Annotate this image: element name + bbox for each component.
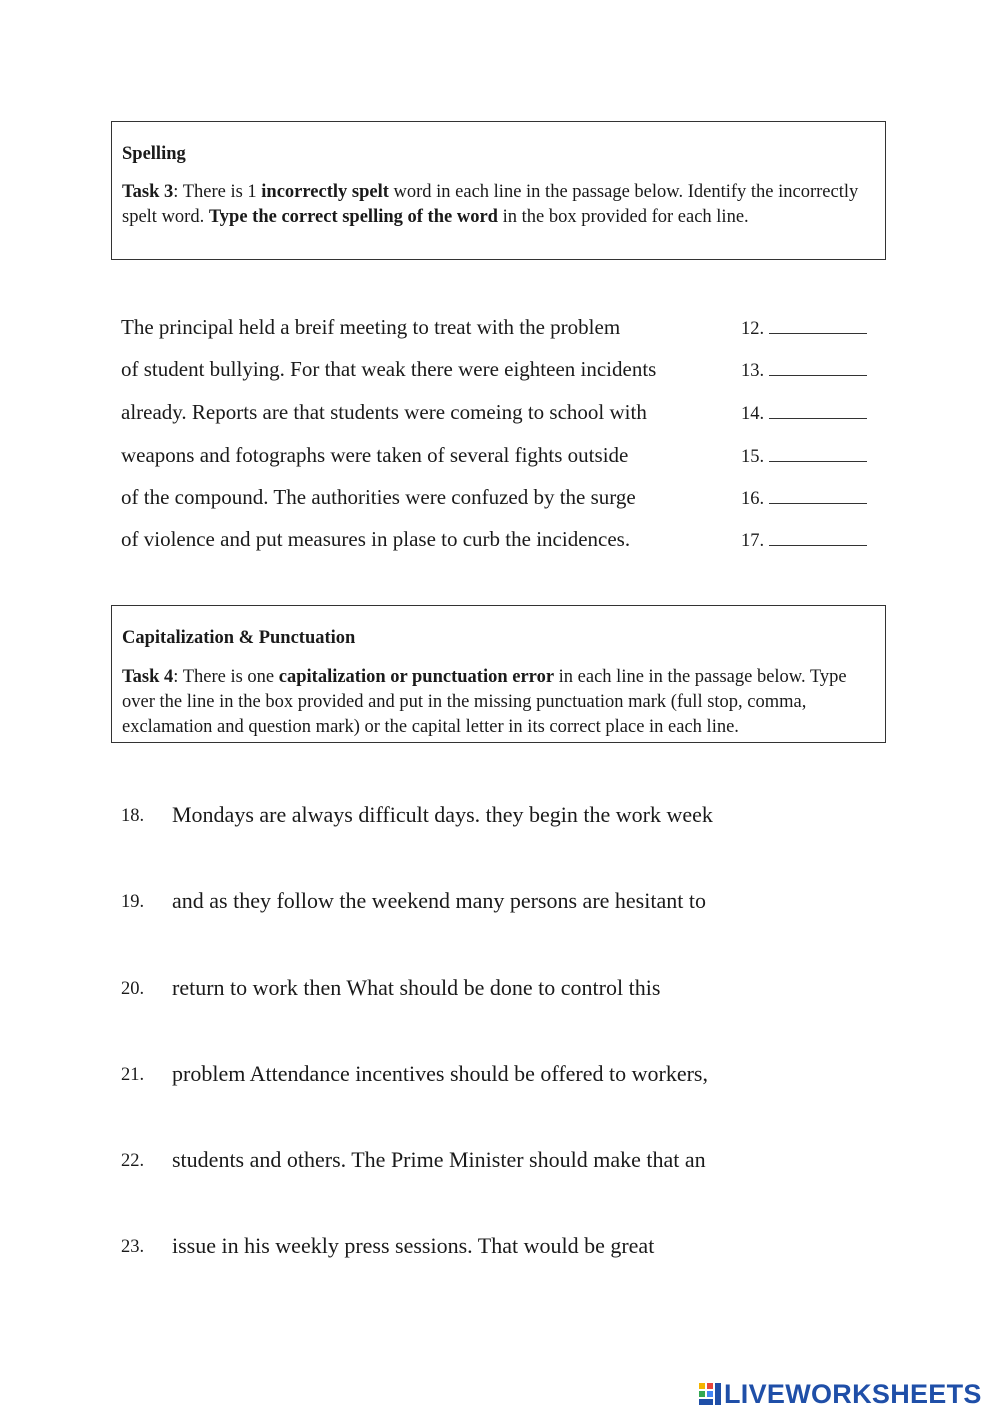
line-number: 20. — [121, 979, 145, 999]
task-bold-part: capitalization or punctuation error — [278, 667, 555, 687]
punctuation-line[interactable] — [121, 800, 881, 840]
punctuation-line[interactable] — [121, 1145, 881, 1185]
answer-input-16[interactable] — [773, 483, 875, 509]
punctuation-task-text — [122, 665, 875, 740]
line-number: 22. — [121, 1151, 145, 1171]
spelling-line — [121, 397, 881, 439]
punctuation-instructions-box — [111, 605, 886, 743]
spelling-line — [121, 354, 881, 396]
answer-number: 14. — [741, 399, 867, 429]
spelling-line — [121, 440, 881, 482]
spelling-task-text — [122, 180, 875, 230]
answer-number: 16. — [741, 484, 867, 514]
spelling-title: Spelling — [122, 144, 186, 164]
answer-number: 15. — [741, 442, 867, 472]
punctuation-line[interactable] — [121, 886, 881, 926]
line-number: 19. — [121, 892, 145, 912]
answer-input-17[interactable] — [773, 525, 875, 551]
answer-number: 17. — [741, 526, 867, 556]
liveworksheets-logo-icon — [698, 1381, 722, 1407]
spelling-line-text: of the compound. The authorities were confuzed by the surge — [121, 485, 636, 509]
task-text-part: word in each line in the passage below. Identify the incorrectly spelt word. — [122, 182, 859, 227]
spelling-line-text: already. Reports are that students were comeing to school with — [121, 400, 647, 424]
spelling-line-text: weapons and fotographs were taken of several fights outside — [121, 443, 629, 467]
punctuation-line-text: Mondays are always difficult days. they begin the work week — [172, 802, 713, 827]
answer-number: 12. — [741, 314, 867, 344]
spelling-line — [121, 482, 881, 524]
punctuation-line-text: issue in his weekly press sessions. That would be great — [172, 1233, 655, 1258]
punctuation-line-text: problem Attendance incentives should be offered to workers, — [172, 1061, 708, 1086]
answer-input-13[interactable] — [773, 355, 875, 381]
task-bold-part: incorrectly spelt — [261, 182, 389, 202]
task-text-part: : There is one — [173, 667, 279, 687]
spelling-instructions-box — [111, 121, 886, 260]
task-text-part: in the box provided for each line. — [497, 207, 749, 227]
task-label: Task 4 — [122, 667, 174, 687]
task-text-part: : There is 1 — [173, 182, 262, 202]
spelling-line — [121, 312, 881, 354]
line-number: 18. — [121, 806, 145, 826]
spelling-line-text: of violence and put measures in plase to curb the incidences. — [121, 527, 631, 551]
punctuation-line-text: return to work then What should be done to control this — [172, 975, 661, 1000]
punctuation-line[interactable] — [121, 1059, 881, 1099]
spelling-line-text: of student bullying. For that weak there were eighteen incidents — [121, 357, 657, 381]
task-text-part: in each line in the passage below. Type over the line in the box provided and put in the missing punctuation mark (full stop, comma, exclamation and question mark) or the capital letter in its correct place in each line. — [122, 667, 847, 737]
liveworksheets-brand — [698, 1379, 982, 1409]
task-label: Task 3 — [122, 182, 174, 202]
punctuation-line[interactable] — [121, 973, 881, 1013]
answer-number: 13. — [741, 356, 867, 386]
answer-input-15[interactable] — [773, 441, 875, 467]
answer-input-12[interactable] — [773, 313, 875, 339]
spelling-line-text: The principal held a breif meeting to treat with the problem — [121, 315, 621, 339]
spelling-line — [121, 524, 881, 566]
punctuation-title: Capitalization & Punctuation — [122, 628, 356, 648]
task-bold-part: Type the correct spelling of the word — [208, 207, 498, 227]
brand-name: LIVEWORKSHEETS — [724, 1378, 982, 1409]
line-number: 23. — [121, 1237, 145, 1257]
line-number: 21. — [121, 1065, 145, 1085]
punctuation-line[interactable] — [121, 1231, 881, 1271]
punctuation-line-text: students and others. The Prime Minister should make that an — [172, 1147, 706, 1172]
punctuation-line-text: and as they follow the weekend many persons are hesitant to — [172, 888, 706, 913]
answer-input-14[interactable] — [773, 398, 875, 424]
